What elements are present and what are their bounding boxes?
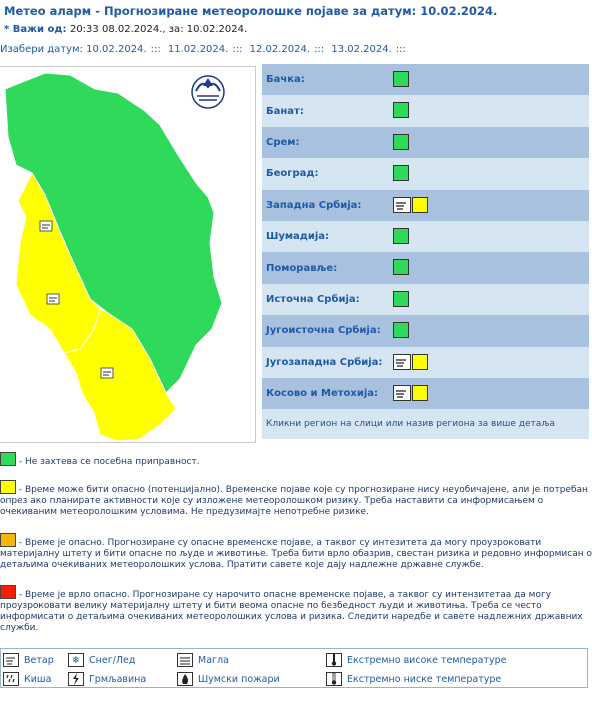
snowflake-icon: ❄ (68, 653, 84, 667)
legend-text-yellow: - Време може бити опасно (потенцијално). Временске појаве које су прогнозиране нису неуобичајене, али је потребан опрез ако планирате активности које су изложене метеоролошком ризику. Треба наставити са информисањем о очекиваним метеоролошким условима. Не предузимајте непотребне ризике. (0, 485, 588, 517)
region-row-istocna-srbija[interactable] (262, 284, 589, 315)
region-name[interactable]: Бачка: (266, 74, 305, 86)
icon-legend-wind (3, 653, 54, 667)
legend-swatch-yellow (0, 480, 16, 494)
icon-legend-forest-fire (177, 672, 280, 686)
warning-level-green (393, 259, 409, 275)
icon-legend-snow (68, 653, 135, 667)
legend-text-red: - Време је врло опасно. Прогнозиране су нарочито опасне временске појаве, а таквог су интензитетаа да могу проузроковати велику материјалну штету и бити веома опасне по безбедност људи и животиња. Треба се често информисати о детаљима очекиваних метеоролошких услова и ризика. Следити наредбе и савете надлежних државних служби. (0, 590, 583, 633)
wind-icon (40, 221, 52, 231)
region-name[interactable]: Банат: (266, 105, 304, 117)
icon-legend (0, 648, 588, 688)
region-row-kosovo-metohija[interactable] (262, 378, 589, 409)
icon-legend-heat (326, 653, 506, 667)
region-name[interactable]: Југозападна Србија: (266, 356, 383, 368)
warning-level-green (393, 102, 409, 118)
icon-legend-thunder (68, 672, 146, 686)
region-row-beograd[interactable] (262, 158, 589, 189)
date-link-3[interactable]: 12.02.2024. (249, 44, 311, 55)
legend-yellow (0, 480, 592, 518)
region-row-jugoistocna-srbija[interactable] (262, 315, 589, 346)
region-row-jugozapadna-srbija[interactable] (262, 347, 589, 378)
legend-green (0, 452, 592, 468)
icon-legend-rain (3, 672, 51, 686)
region-row-srem[interactable] (262, 127, 589, 158)
region-name[interactable]: Шумадија: (266, 231, 330, 243)
forest-fire-icon (177, 672, 193, 686)
region-name[interactable]: Срем: (266, 136, 300, 148)
wind-icon (3, 653, 19, 667)
region-list (262, 64, 589, 439)
wind-icon (101, 368, 113, 378)
icon-legend-cold (326, 672, 501, 686)
wind-icon (393, 385, 411, 401)
region-name[interactable]: Поморавље: (266, 262, 338, 274)
thermometer-hot-icon (326, 653, 342, 667)
legend-text-orange: - Време је опасно. Прогнозиране су опасне временске појаве, а таквог су интезитета да могу проузроковати материјалну штету и бити опасне по људе и животиње. Треба бити врло обазрив, свестан ризика и редовно информисан о детаљима очекиваних метеоролошких услова. Пратити савете које дају надлежне државне службе. (0, 538, 592, 570)
wind-icon (47, 294, 59, 304)
warning-level-yellow (412, 354, 428, 370)
region-name[interactable]: Западна Србија: (266, 199, 362, 211)
validity-text: 20:33 08.02.2024., за: 10.02.2024. (69, 24, 248, 35)
legend-swatch-red (0, 585, 16, 599)
validity-prefix: * Важи од: (4, 24, 70, 35)
legend-text-green: - Не захтева се посебна приправност. (18, 457, 200, 467)
date-selector-label: Изабери датум: (0, 44, 87, 55)
icon-legend-label: Екстремно високе температуре (347, 654, 507, 666)
region-name[interactable]: Источна Србија: (266, 293, 360, 305)
legend-red (0, 585, 592, 634)
page-title: Метео аларм - Прогнозиране метеоролошке појаве за датум: 10.02.2024. (4, 4, 498, 18)
legend-swatch-green (0, 452, 16, 466)
icon-legend-label: Шумски пожари (198, 673, 280, 685)
date-link-4[interactable]: 13.02.2024. (331, 44, 392, 55)
icon-legend-fog (177, 653, 229, 667)
rain-icon (3, 672, 19, 686)
warning-level-green (393, 71, 409, 87)
fog-icon (177, 653, 193, 667)
icon-legend-label: Екстремно ниске температуре (347, 673, 502, 685)
icon-legend-label: Ветар (24, 654, 54, 666)
lightning-icon (68, 672, 84, 686)
icon-legend-label: Снег/Лед (89, 654, 136, 666)
icon-legend-label: Магла (198, 654, 229, 666)
date-separator: ::: (150, 44, 161, 55)
region-row-backa[interactable] (262, 64, 589, 95)
date-link-1[interactable]: 10.02.2024. (86, 44, 147, 55)
legend-orange (0, 533, 592, 571)
warning-level-green (393, 228, 409, 244)
region-row-zapadna-srbija[interactable] (262, 190, 589, 221)
date-separator: ::: (314, 44, 325, 55)
warning-level-yellow (412, 385, 428, 401)
date-link-2[interactable]: 11.02.2024. (167, 44, 229, 55)
date-selector (0, 44, 410, 55)
legend-swatch-orange (0, 533, 16, 547)
region-name[interactable]: Београд: (266, 168, 319, 180)
thermometer-cold-icon (326, 672, 342, 686)
warning-level-green (393, 322, 409, 338)
region-hint: Кликни регион на слици или назив региона за више детаља (262, 409, 589, 439)
region-row-pomoravlje[interactable] (262, 252, 589, 283)
validity-info (4, 24, 247, 35)
wind-icon (393, 197, 411, 213)
date-separator: ::: (395, 44, 406, 55)
warning-level-yellow (412, 197, 428, 213)
region-name[interactable]: Косово и Метохија: (266, 388, 379, 400)
warning-level-green (393, 291, 409, 307)
region-row-sumadija[interactable] (262, 221, 589, 252)
serbia-map[interactable] (0, 66, 256, 443)
date-separator: ::: (232, 44, 243, 55)
icon-legend-label: Киша (24, 673, 52, 685)
rhmz-logo (192, 76, 224, 108)
icon-legend-label: Грмљавина (89, 673, 147, 685)
warning-level-green (393, 134, 409, 150)
wind-icon (393, 354, 411, 370)
region-row-banat[interactable] (262, 95, 589, 126)
warning-level-green (393, 165, 409, 181)
region-name[interactable]: Југоисточна Србија: (266, 325, 381, 337)
